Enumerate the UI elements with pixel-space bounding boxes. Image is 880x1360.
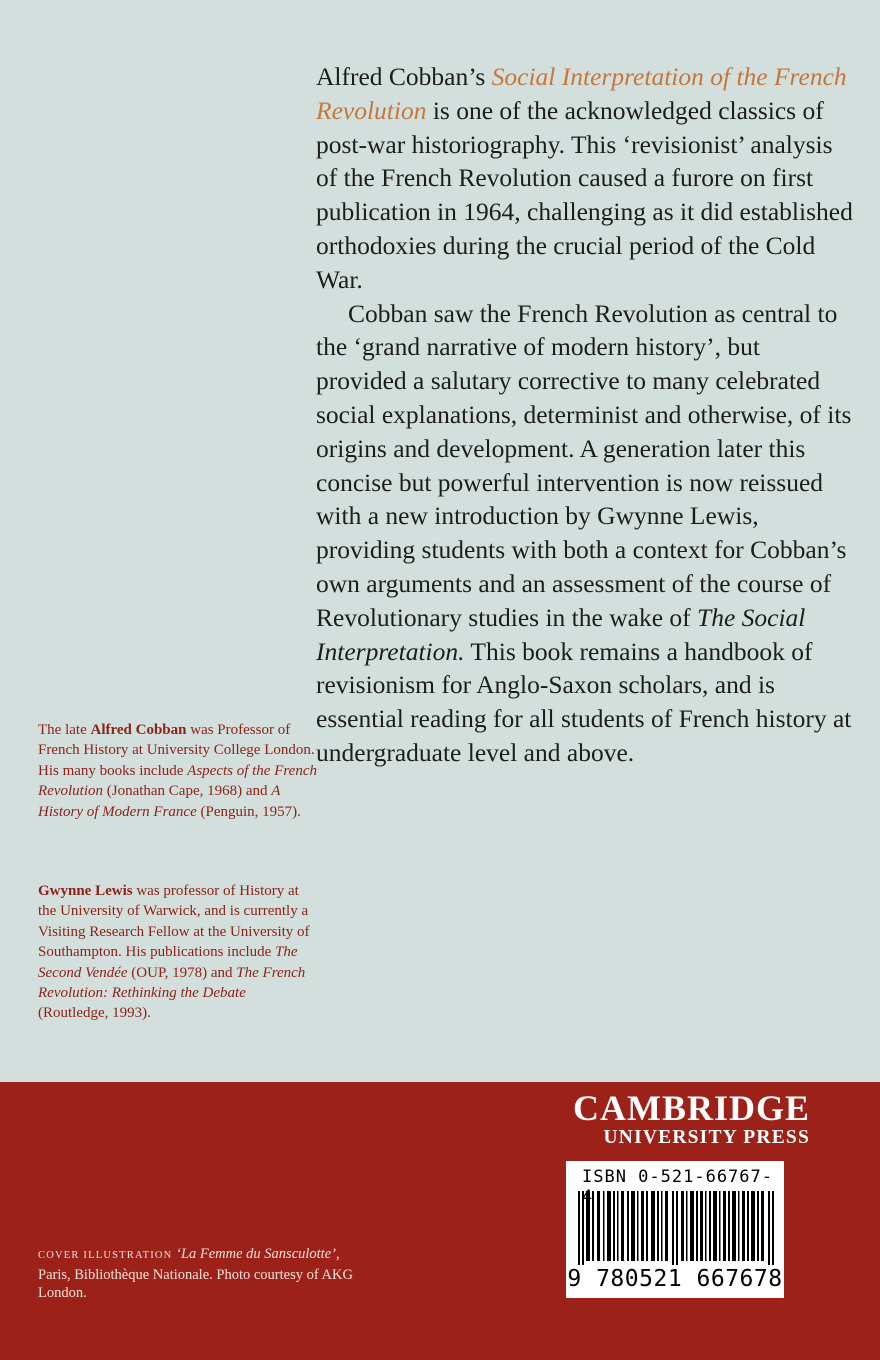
bio-cobban-text-1: was Professor of French History at University College London. His many books include	[38, 722, 315, 779]
blurb-p1-rest: is one of the acknowledged classics of post-war historiography. This ‘revisionist’ analysis of the French Revolution caused a furore on first publication in 1964, challenging as it did established orthodoxies during the crucial period of the Cold War.	[316, 95, 853, 294]
bio-lewis-name: Gwynne Lewis	[38, 883, 133, 899]
bio-cobban-pre: The late	[38, 722, 87, 738]
publisher-logo-name: CAMBRIDGE	[572, 1088, 810, 1128]
bio-lewis-book-1: The Second Vendée	[38, 944, 298, 981]
bio-cobban-book-2: A History of Modern France	[38, 783, 281, 820]
bio-cobban-book-1: Aspects of the French Revolution	[38, 762, 317, 800]
blurb-p2-title: The Social Interpretation.	[316, 602, 806, 666]
blurb-paragraph-2	[316, 297, 856, 770]
bio-cobban-name: Alfred Cobban	[90, 722, 187, 738]
credit-title: ‘La Femme du Sansculotte’	[176, 1246, 336, 1262]
bio-cobban-text-3: (Penguin, 1957).	[200, 803, 301, 820]
blurb-book-title: Social Interpretation of the French Revolution	[316, 62, 847, 125]
blurb-author: Alfred Cobban’s	[316, 62, 486, 91]
blurb-p2-end: This book remains a handbook of revisionism for Anglo-Saxon scholars, and is essential reading for all students of French history at undergraduate level and above.	[316, 636, 852, 767]
credit-rest: , Paris, Bibliothèque Nationale. Photo courtesy of AKG London.	[38, 1246, 353, 1301]
bio-lewis	[38, 881, 318, 1024]
bio-lewis-book-2: The French Revolution: Rethinking the Debate	[38, 964, 306, 1002]
isbn-label: ISBN 0-521-66767-	[582, 1167, 773, 1187]
bio-lewis-text-1: was professor of History at the University of Warwick, and is currently a Visiting Research Fellow at the University of Southampton. His publications include	[38, 883, 310, 961]
publisher-logo-sub: UNIVERSITY PRESS	[603, 1127, 810, 1148]
cover-credit	[38, 1245, 358, 1303]
bio-cobban-text-2: (Jonathan Cape, 1968) and	[106, 783, 268, 800]
blurb-p2-start: Cobban saw the French Revolution as central to the ‘grand narrative of modern history’, but provided a salutary corrective to many celebrated social explanations, determinist and otherwise, of its origins and development. A generation later this concise but powerful intervention is now reissued with a new introduction by Gwynne Lewis, providing students with both a context for Cobban’s own arguments and an assessment of the course of Revolutionary studies in the wake of	[316, 298, 852, 632]
barcode-panel	[566, 1161, 784, 1298]
blurb-paragraph-1	[316, 60, 856, 297]
bio-lewis-text-3: (Routledge, 1993).	[38, 1005, 151, 1022]
barcode-icon	[576, 1191, 776, 1265]
credit-label: COVER ILLUSTRATION	[38, 1250, 173, 1261]
bio-lewis-text-2: (OUP, 1978) and	[131, 964, 233, 981]
bio-cobban	[38, 720, 318, 822]
blurb-text	[316, 60, 856, 770]
barcode-number: 9 780521 667678	[567, 1266, 783, 1292]
